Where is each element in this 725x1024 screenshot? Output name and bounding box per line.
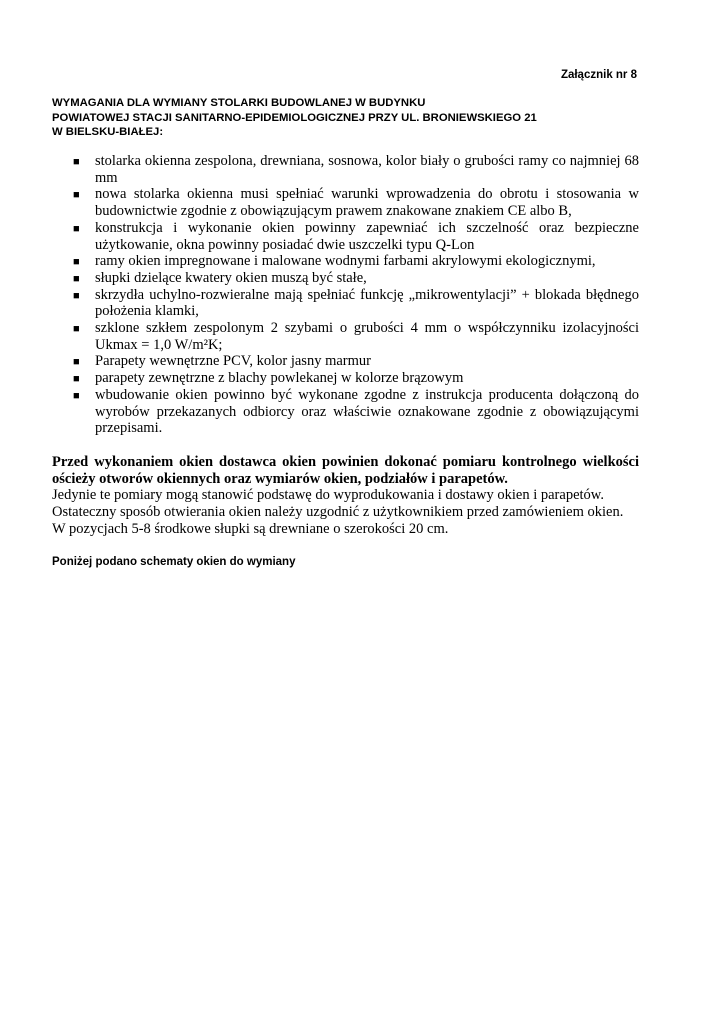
- document-heading: [52, 96, 652, 140]
- notice-bold-paragraph: Przed wykonaniem okien dostawca okien powinien dokonać pomiaru kontrolnego wielkości ościeży otworów okiennych oraz wymiarów okien, podziałów i parapetów.: [52, 454, 639, 487]
- list-item-text: parapety zewnętrzne z blachy powlekanej w kolorze brązowym: [95, 370, 464, 387]
- list-item-text: słupki dzielące kwatery okien muszą być stałe,: [95, 269, 367, 286]
- square-bullet-icon: ■: [73, 222, 80, 235]
- notice-paragraph: Jedynie te pomiary mogą stanowić podstawę do wyprodukowania i dostawy okien i parapetów.: [52, 487, 604, 504]
- list-item: [52, 186, 639, 219]
- list-item-text: konstrukcja i wykonanie okien powinny zapewniać ich szczelność oraz bezpieczne użytkowanie, okna powinny posiadać dwie uszczelki typu Q-Lon: [95, 219, 639, 253]
- square-bullet-icon: ■: [73, 189, 80, 202]
- square-bullet-icon: ■: [73, 323, 80, 336]
- square-bullet-icon: ■: [73, 373, 80, 386]
- heading-line: POWIATOWEJ STACJI SANITARNO-EPIDEMIOLOGICZNEJ PRZY UL. BRONIEWSKIEGO 21: [52, 111, 537, 124]
- notice-paragraph: Ostateczny sposób otwierania okien należy uzgodnić z użytkownikiem przed zamówieniem okien.: [52, 504, 624, 521]
- list-item-text: szklone szkłem zespolonym 2 szybami o grubości 4 mm o współczynniku izolacyjności Ukmax = 1,0 W/m²K;: [95, 320, 639, 353]
- measurement-notice: [52, 454, 639, 538]
- annex-label: Załącznik nr 8: [560, 69, 637, 81]
- list-item-text: Parapety wewnętrzne PCV, kolor jasny marmur: [95, 353, 371, 370]
- list-item-text: nowa stolarka okienna musi spełniać warunki wprowadzenia do obrotu i stosowania w budownictwie zgodnie z obowiązującym prawem znakowane znakiem CE albo B,: [95, 186, 639, 220]
- list-item-text: skrzydła uchylno-rozwieralne mają spełniać funkcję „mikrowentylacji” + blokada błędnego położenia klamki,: [95, 286, 639, 320]
- list-item: [52, 253, 639, 270]
- requirements-list: [52, 153, 639, 437]
- schematics-note: Poniżej podano schematy okien do wymiany: [52, 556, 296, 568]
- list-item-text: wbudowanie okien powinno być wykonane zgodne z instrukcja producenta dołączoną do wyrobów przekazanych odbiorcy oraz właściwie oznakowane zgodnie z obowiązującymi przepisami.: [95, 386, 639, 437]
- list-item: [52, 287, 639, 320]
- notice-paragraph: W pozycjach 5-8 środkowe słupki są drewniane o szerokości 20 cm.: [52, 520, 449, 537]
- square-bullet-icon: ■: [73, 356, 80, 369]
- list-item: [52, 370, 639, 387]
- list-item-text: stolarka okienna zespolona, drewniana, sosnowa, kolor biały o grubości ramy co najmniej 68 mm: [95, 153, 639, 186]
- square-bullet-icon: ■: [73, 389, 80, 402]
- list-item-text: ramy okien impregnowane i malowane wodnymi farbami akrylowymi ekologicznymi,: [95, 253, 596, 270]
- square-bullet-icon: ■: [73, 156, 80, 168]
- list-item: [52, 153, 639, 186]
- square-bullet-icon: ■: [73, 256, 80, 269]
- list-item: [52, 387, 639, 437]
- list-item: [52, 220, 639, 253]
- square-bullet-icon: ■: [73, 272, 80, 285]
- list-item: [52, 353, 639, 370]
- heading-line: W BIELSKU-BIAŁEJ:: [52, 126, 164, 138]
- list-item: [52, 320, 639, 353]
- heading-line: WYMAGANIA DLA WYMIANY STOLARKI BUDOWLANEJ W BUDYNKU: [52, 97, 426, 109]
- list-item: [52, 270, 639, 287]
- square-bullet-icon: ■: [73, 289, 80, 302]
